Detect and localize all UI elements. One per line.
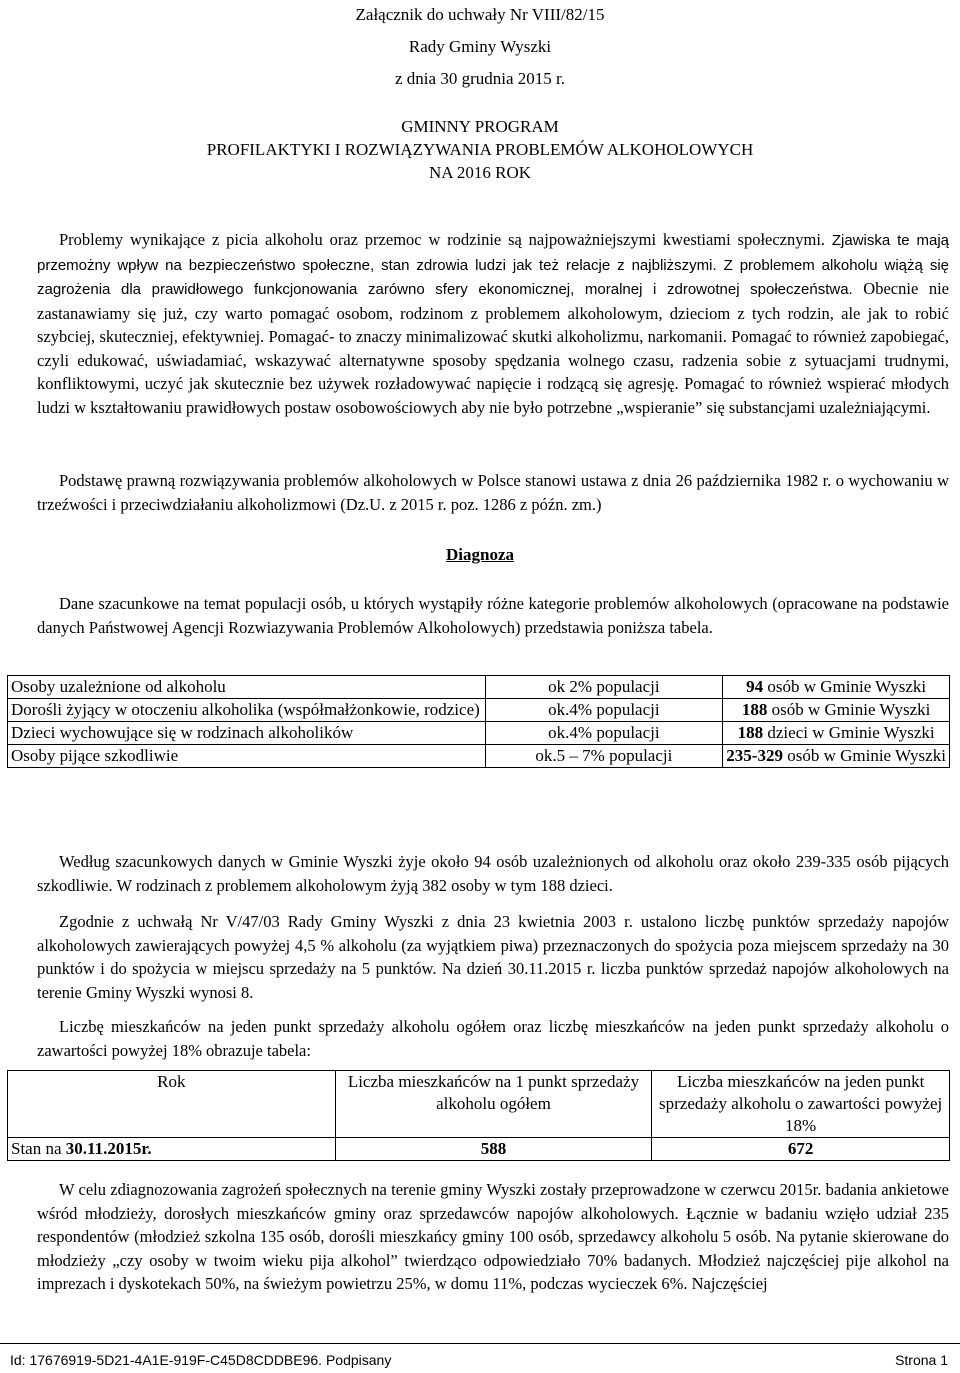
header-year: Rok <box>8 1071 336 1138</box>
count-cell: 188 dzieci w Gminie Wyszki <box>723 722 950 745</box>
group-cell: Dorośli żyjący w otoczeniu alkoholika (współmałżonkowie, rodzice) <box>8 699 486 722</box>
footer-divider <box>0 1343 960 1344</box>
share-cell: ok.4% populacji <box>485 722 723 745</box>
attachment-line: Załącznik do uchwały Nr VIII/82/15 <box>355 5 605 24</box>
population-table <box>7 675 950 768</box>
row-label-cell: Stan na 30.11.2015r. <box>8 1138 336 1161</box>
date-line: z dnia 30 grudnia 2015 r. <box>395 69 565 88</box>
section-heading: Diagnoza <box>446 545 514 564</box>
value-total-cell: 588 <box>335 1138 652 1161</box>
estimates-paragraph: Według szacunkowych danych w Gminie Wyszki żyje około 94 osób uzależnionych od alkoholu oraz około 239-335 osób pijących szkodliwie. W rodzinach z problemem alkoholowym żyją 382 osoby w tym 188 dzieci. <box>37 852 949 895</box>
group-cell: Osoby pijące szkodliwie <box>8 745 486 768</box>
resolution-paragraph: Zgodnie z uchwałą Nr V/47/03 Rady Gminy Wyszki z dnia 23 kwietnia 2003 r. ustalono liczbę punktów sprzedaży napojów alkoholowych zawierających powyżej 4,5 % alkoholu (za wyjątkiem piwa) przeznaczonych do spożycia poza miejscem sprzedaży na 30 punktów i do spożycia w miejscu sprzedaży na 5 punktów. Na dzień 30.11.2015 r. liczba punktów sprzedaż napojów alkoholowych na terenie Gminy Wyszki wynosi 8. <box>37 912 949 1002</box>
survey-paragraph: W celu zdiagnozowania zagrożeń społecznych na terenie gminy Wyszki zostały przeprowadzone w czerwcu 2015r. badania ankietowe wśród młodzieży, dorosłych mieszkańców gminy oraz sprzedawców napojów alkoholowych. Łącznie w badaniu wzięło udział 235 respondentów (młodzież szkolna 135 osób, dorośli mieszkańcy gminy 100 osób, sprzedawcy alkoholu 5 osób. Na pytanie skierowane do młodzieży „czy osoby w twoim wieku pija alkohol” twierdząco odpowiedziało 70% badanych. Młodzież najczęściej pije alkohol na imprezach i dyskotekach 50%, na świeżym powietrzu 25%, w domu 11%, podczas wycieczek 6%. Najczęściej <box>37 1180 949 1293</box>
group-cell: Osoby uzależnione od alkoholu <box>8 676 486 699</box>
header-18: Liczba mieszkańców na jeden punkt sprzedaży alkoholu o zawartości powyżej 18% <box>652 1071 950 1138</box>
table-row <box>8 722 950 745</box>
page-number: Strona 1 <box>895 1352 948 1368</box>
table-row <box>8 676 950 699</box>
council-line: Rady Gminy Wyszki <box>408 37 552 56</box>
title-line-3: NA 2016 ROK <box>428 163 531 182</box>
count-cell: 188 osób w Gminie Wyszki <box>723 699 950 722</box>
group-cell: Dzieci wychowujące się w rodzinach alkoholików <box>8 722 486 745</box>
title-line-1: GMINNY PROGRAM <box>401 117 559 136</box>
share-cell: ok.5 – 7% populacji <box>485 745 723 768</box>
table-row <box>8 745 950 768</box>
title-line-2: PROFILAKTYKI I ROZWIĄZYWANIA PROBLEMÓW ALKOHOLOWYCH <box>206 140 754 159</box>
document-id: Id: 17676919-5D21-4A1E-919F-C45D8CDDBE96. Podpisany <box>10 1352 392 1368</box>
intro-text-rest: Obecnie nie zastanawiamy się już, czy warto pomagać osobom, rodzinom z problemem alkoholowym, dzieciom z tych rodzin, ale jak to robić szybciej, skuteczniej, efektywniej. Pomagać- to znaczy minimalizować skutki alkoholizmu, narkomanii. Pomagać to również zapobiegać, czyli edukować, uświadamiać, wskazywać alternatywne sposoby spędzania wolnego czasu, radzenia sobie z sytuacjami trudnymi, konfliktowymi, uczyć jak skutecznie bez używek rozładowywać napięcie i rodzącą się agresję. Pomagać to również wspierać młodych ludzi w kształtowaniu prawidłowych postaw osobowościowych aby nie było potrzebne „wspieranie” się substancjami uzależniającymi. <box>37 279 949 417</box>
intro-paragraph <box>37 228 949 419</box>
table-row <box>8 1138 950 1161</box>
count-cell: 94 osób w Gminie Wyszki <box>723 676 950 699</box>
legal-basis-paragraph: Podstawę prawną rozwiązywania problemów alkoholowych w Polsce stanowi ustawa z dnia 26 października 1982 r. o wychowaniu w trzeźwości i przeciwdziałaniu alkoholizmowi (Dz.U. z 2015 r. poz. 1286 z późn. zm.) <box>37 471 949 514</box>
share-cell: ok 2% populacji <box>485 676 723 699</box>
diagnosis-intro-paragraph: Dane szacunkowe na temat populacji osób, u których wystąpiły różne kategorie problemów alkoholowych (opracowane na podstawie danych Państwowej Agencji Rozwiazywania Problemów Alkoholowych) przedstawia poniższa tabela. <box>37 594 949 637</box>
count-cell: 235-329 osób w Gminie Wyszki <box>723 745 950 768</box>
value-18-cell: 672 <box>652 1138 950 1161</box>
table-intro-paragraph: Liczbę mieszkańców na jeden punkt sprzedaży alkoholu ogółem oraz liczbę mieszkańców na jeden punkt sprzedaży alkoholu o zawartości powyżej 18% obrazuje tabela: <box>37 1017 949 1060</box>
table-header-row <box>8 1071 950 1138</box>
outlets-table <box>7 1070 950 1161</box>
intro-text-sans: Zjawiska te mają przemożny wpływ na bezpieczeństwo społeczne, stan zdrowia ludzi jak też relacje z najbliższymi. Z problemem alkoholu wiążą się zagrożenia dla prawidłowego funkcjonowania zarówno sfery ekonomicznej, moralnej i zdrowotnej społeczeństwa. <box>37 232 949 298</box>
header-total: Liczba mieszkańców na 1 punkt sprzedaży alkoholu ogółem <box>335 1071 652 1138</box>
intro-text-serif: Problemy wynikające z picia alkoholu oraz przemoc w rodzinie są najpoważniejszymi kwestiami społecznymi. <box>59 230 832 249</box>
share-cell: ok.4% populacji <box>485 699 723 722</box>
table-row <box>8 699 950 722</box>
